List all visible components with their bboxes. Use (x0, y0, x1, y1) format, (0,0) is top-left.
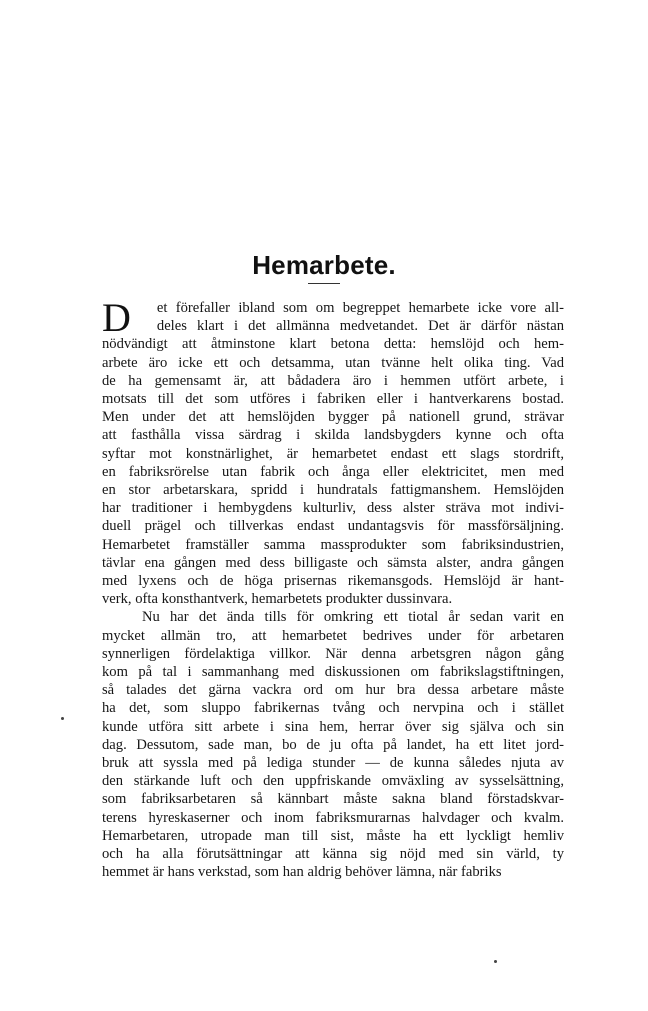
text-line: duell prägel och tillverkas endast undantagsvis för massförsäljning. (102, 518, 564, 535)
text-line: Hemarbetet framställer samma massprodukter som fabriksindustrien, (102, 536, 564, 553)
page-title: Hemarbete. (252, 250, 396, 280)
text-line: mycket allmän tro, att hemarbetet bedrives under för arbetaren (102, 627, 564, 644)
text-line: nödvändigt att åtminstone klart betona detta: hemslöjd och hem- (102, 336, 564, 353)
body-text (102, 295, 564, 882)
text-line: deles klart i det allmänna medvetandet. Det är därför nästan (156, 318, 564, 335)
text-line: terens hyreskaserner och inom fabriksmurarnas halvdager och kvalm. (102, 809, 564, 826)
text-line: kom på tal i sammanhang med diskussionen om fabrikslagstiftningen, (102, 664, 564, 681)
text-line: kunde utföra sitt arbete i sina hem, herrar över sig själva och sin (102, 718, 564, 735)
text-line: syftar mot konstnärlighet, är hemarbetet endast ett slags stordrift, (102, 445, 564, 462)
paragraph-2 (102, 608, 564, 881)
text-line: et förefaller ibland som om begreppet hemarbete icke vore all- (156, 300, 564, 316)
text-line: bruk att syssla med på lediga stunder — de kunna således njuta av (102, 755, 564, 772)
text-line: de ha gemensamt är, att bådadera äro i hemmen utfört arbete, i (102, 372, 564, 389)
text-line: ha det, som sluppo fabrikernas tvång och nervpina och i stället (102, 700, 564, 717)
text-line: synnerligen fördelaktiga villkor. När denna arbetsgren någon gång (102, 645, 564, 662)
text-line: Men under det att hemslöjden bygger på nationell grund, strävar (102, 409, 564, 426)
margin-speck (61, 717, 64, 720)
paragraph-1 (102, 295, 564, 608)
text-line: arbete äro icke ett och detsamma, utan tvänne helt olika ting. Vad (102, 354, 564, 371)
text-line: har traditioner i hembygdens kulturliv, dess alster sträva mot indivi- (102, 500, 564, 517)
text-line: en fabriksrörelse utan fabrik och ånga eller elektricitet, men med (102, 463, 564, 480)
text-line: dag. Dessutom, sade man, bo de ju ofta på landet, ha ett litet jord- (102, 736, 564, 753)
text-line: med lyxens och de höga prisernas rikemansgods. Hemslöjd är hant- (102, 573, 564, 590)
text-line: så talades det gärna vackra ord om hur bra dessa arbetare måste (102, 682, 564, 699)
text-line: verk, ofta konsthantverk, hemarbetets produkter dussinvara. (102, 591, 453, 608)
text-line: och ha alla förutsättningar att känna sig nöjd med sin värld, ty (102, 846, 564, 863)
text-line: Hemarbetaren, utropade man till sist, måste ha ett lyckligt hemliv (102, 827, 564, 844)
title-block (0, 250, 648, 284)
text-line: som fabriksarbetaren så kännbart måste sakna bland förstadskvar- (102, 791, 564, 808)
title-underline (308, 283, 340, 284)
text-line: den stärkande luft och den uppfriskande omväxling av sysselsättning, (102, 773, 564, 790)
text-line: hemmet är hans verkstad, som han aldrig behöver lämna, när fabriks (102, 864, 502, 881)
text-line: att fasthålla vissa särdrag i skilda landsbygders kynne och ofta (102, 427, 564, 444)
text-line: Nu har det ända tills för omkring ett tiotal år sedan varit en (142, 609, 564, 626)
text-line: en stor arbetarskara, spridd i hundratals fattigmanshem. Hemslöjden (102, 482, 564, 499)
text-line: motsats till det som utföres i fabriken eller i hantverkarens bostad. (102, 391, 564, 408)
drop-cap: D (102, 295, 131, 340)
text-line: tävlar ena gången med dess billigaste och sämsta alster, andra gången (102, 554, 564, 571)
page-speck (494, 960, 497, 963)
